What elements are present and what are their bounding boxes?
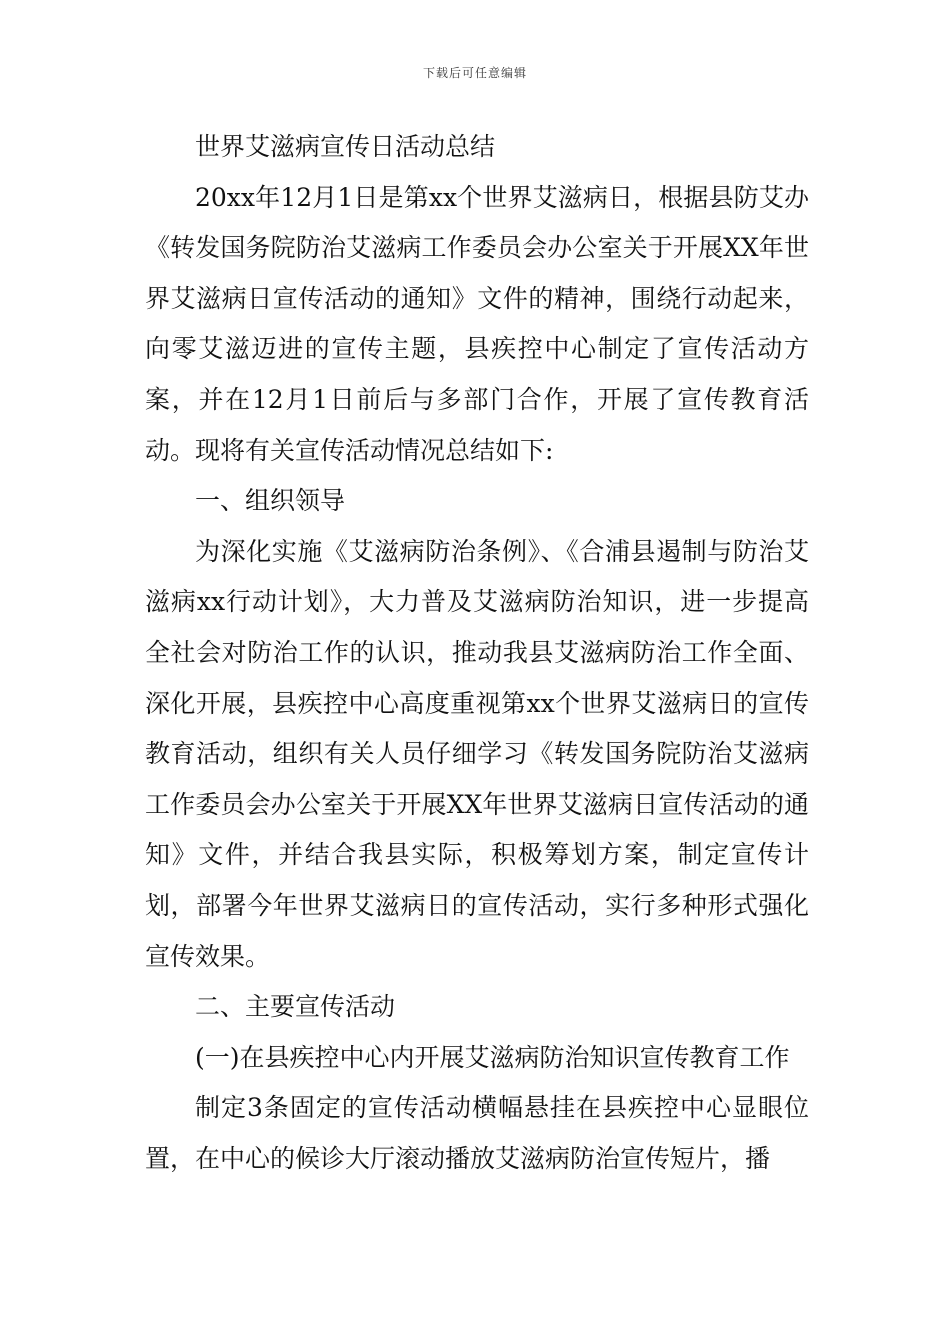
paragraph-intro: 20xx年12月1日是第xx个世界艾滋病日，根据县防艾办《转发国务院防治艾滋病工作委员会办公室关于开展XX年世界艾滋病日宣传活动的通知》文件的精神，围绕行动起来，向零艾滋迈进的宣传主题，县疾控中心制定了宣传活动方案，并在12月1日前后与多部门合作，开展了宣传教育活动。现将有关宣传活动情况总结如下:: [145, 182, 809, 465]
header-note: 下载后可任意编辑: [422, 66, 527, 80]
section-heading-activities: 二、主要宣传活动: [195, 992, 396, 1022]
section-heading-organization: 一、组织领导: [195, 486, 346, 516]
paragraph-cdc: 制定3条固定的宣传活动横幅悬挂在县疾控中心显眼位置，在中心的候诊大厅滚动播放艾滋病防治宣传短片，播: [145, 1093, 809, 1173]
document-body: [145, 122, 809, 1184]
paragraph-organization: 为深化实施《艾滋病防治条例》、《合浦县遏制与防治艾滋病xx行动计划》，大力普及艾滋病防治知识，进一步提高全社会对防治工作的认识，推动我县艾滋病防治工作全面、深化开展，县疾控中心高度重视第xx个世界艾滋病日的宣传教育活动，组织有关人员仔细学习《转发国务院防治艾滋病工作委员会办公室关于开展XX年世界艾滋病日宣传活动的通知》文件，并结合我县实际，积极筹划方案，制定宣传计划，部署今年世界艾滋病日的宣传活动，实行多种形式强化宣传效果。: [145, 536, 809, 971]
document-title: 世界艾滋病宣传日活动总结: [195, 132, 496, 161]
subsection-heading-cdc: (一)在县疾控中心内开展艾滋病防治知识宣传教育工作: [195, 1042, 790, 1072]
